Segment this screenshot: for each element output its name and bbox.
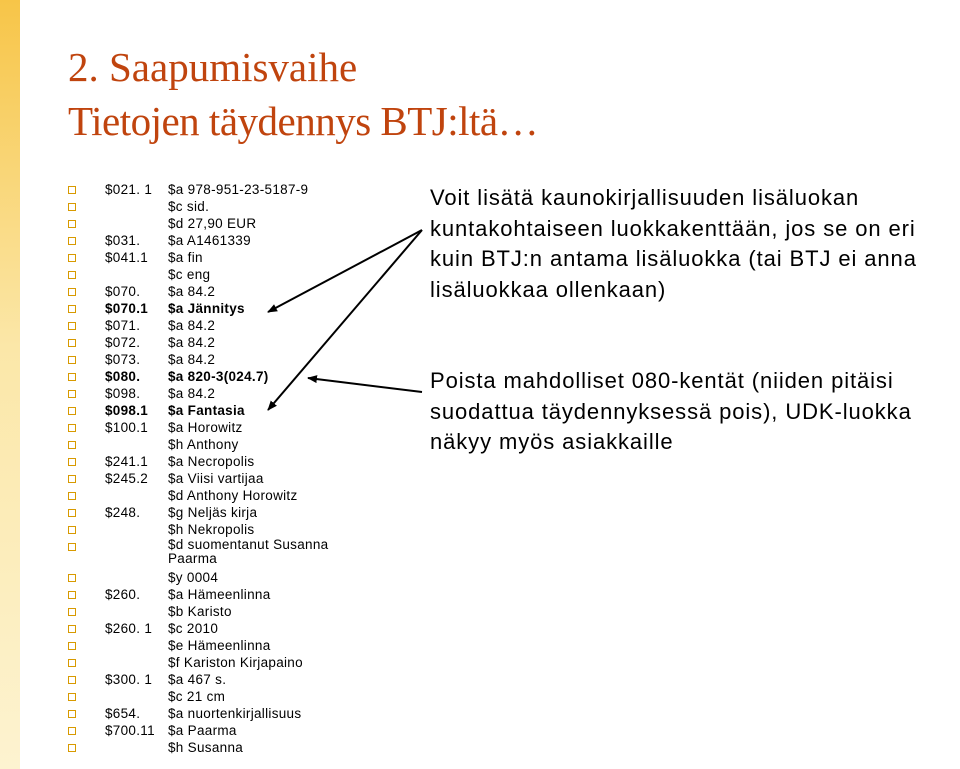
record-value: $a Paarma [168, 723, 237, 738]
record-value: $c sid. [168, 199, 210, 214]
arrow-to-070-1 [268, 230, 422, 312]
record-value: $a 820-3(024.7) [168, 369, 269, 384]
record-value: $a Horowitz [168, 420, 243, 435]
record-tag: $070. [105, 284, 141, 299]
record-value: $a Viisi vartijaa [168, 471, 264, 486]
record-value: $a A1461339 [168, 233, 251, 248]
record-value: $a 84.2 [168, 386, 216, 401]
note-additional-class: Voit lisätä kaunokirjallisuuden lisäluokan kuntakohtaiseen luokkakenttään, jos se on eri kuin BTJ:n antama lisäluokka (tai BTJ ei anna lisäluokkaa ollenkaan) [430, 185, 917, 302]
record-tag: $098. [105, 386, 141, 401]
record-tag: $700.11 [105, 723, 155, 738]
record-value: $a 467 s. [168, 672, 227, 687]
record-value: $a Necropolis [168, 454, 255, 469]
record-tag: $072. [105, 335, 141, 350]
record-value: $h Nekropolis [168, 522, 255, 537]
record-tag: $031. [105, 233, 141, 248]
title-line-1: 2. Saapumisvaihe [68, 44, 358, 90]
record-tag: $070.1 [105, 301, 149, 316]
record-tag: $260. 1 [105, 621, 153, 636]
record-value: $y 0004 [168, 570, 219, 585]
record-value: $g Neljäs kirja [168, 505, 258, 520]
record-value: $a nuortenkirjallisuus [168, 706, 302, 721]
record-value: $h Susanna [168, 740, 244, 755]
record-value: $c 2010 [168, 621, 219, 636]
record-value: $a 84.2 [168, 318, 216, 333]
record-tag: $100.1 [105, 420, 149, 435]
record-value: $a 84.2 [168, 352, 216, 367]
notes-panel [430, 183, 955, 458]
record-value: $f Kariston Kirjapaino [168, 655, 303, 670]
record-tag: $654. [105, 706, 141, 721]
record-tag: $041.1 [105, 250, 149, 265]
record-value: $a Fantasia [168, 403, 245, 418]
record-value: $a Jännitys [168, 301, 245, 316]
record-value: $a Hämeenlinna [168, 587, 271, 602]
record-tag: $073. [105, 352, 141, 367]
record-value: $c 21 cm [168, 689, 226, 704]
record-tag: $098.1 [105, 403, 149, 418]
record-tag: $248. [105, 505, 141, 520]
record-value: $e Hämeenlinna [168, 638, 271, 653]
record-value: $a 978-951-23-5187-9 [168, 182, 309, 197]
arrow-to-080 [308, 378, 422, 392]
record-value: $d suomentanut Susanna Paarma [168, 537, 329, 566]
note-remove-080: Poista mahdolliset 080-kentät (niiden pitäisi suodattua täydennyksessä pois), UDK-luokka näkyy myös asiakkaille [430, 368, 912, 454]
record-tag: $241.1 [105, 454, 149, 469]
record-value: $d Anthony Horowitz [168, 488, 298, 503]
record-value: $a fin [168, 250, 203, 265]
title-line-2: Tietojen täydennys BTJ:ltä… [68, 98, 539, 144]
record-value: $a 84.2 [168, 335, 216, 350]
record-value: $h Anthony [168, 437, 239, 452]
record-value: $a 84.2 [168, 284, 216, 299]
record-tag: $021. 1 [105, 182, 153, 197]
record-tag: $080. [105, 369, 141, 384]
record-tag: $260. [105, 587, 141, 602]
record-value: $d 27,90 EUR [168, 216, 257, 231]
record-tag: $300. 1 [105, 672, 153, 687]
record-value: $c eng [168, 267, 211, 282]
record-tag: $245.2 [105, 471, 149, 486]
record-tag: $071. [105, 318, 141, 333]
record-value: $b Karisto [168, 604, 232, 619]
